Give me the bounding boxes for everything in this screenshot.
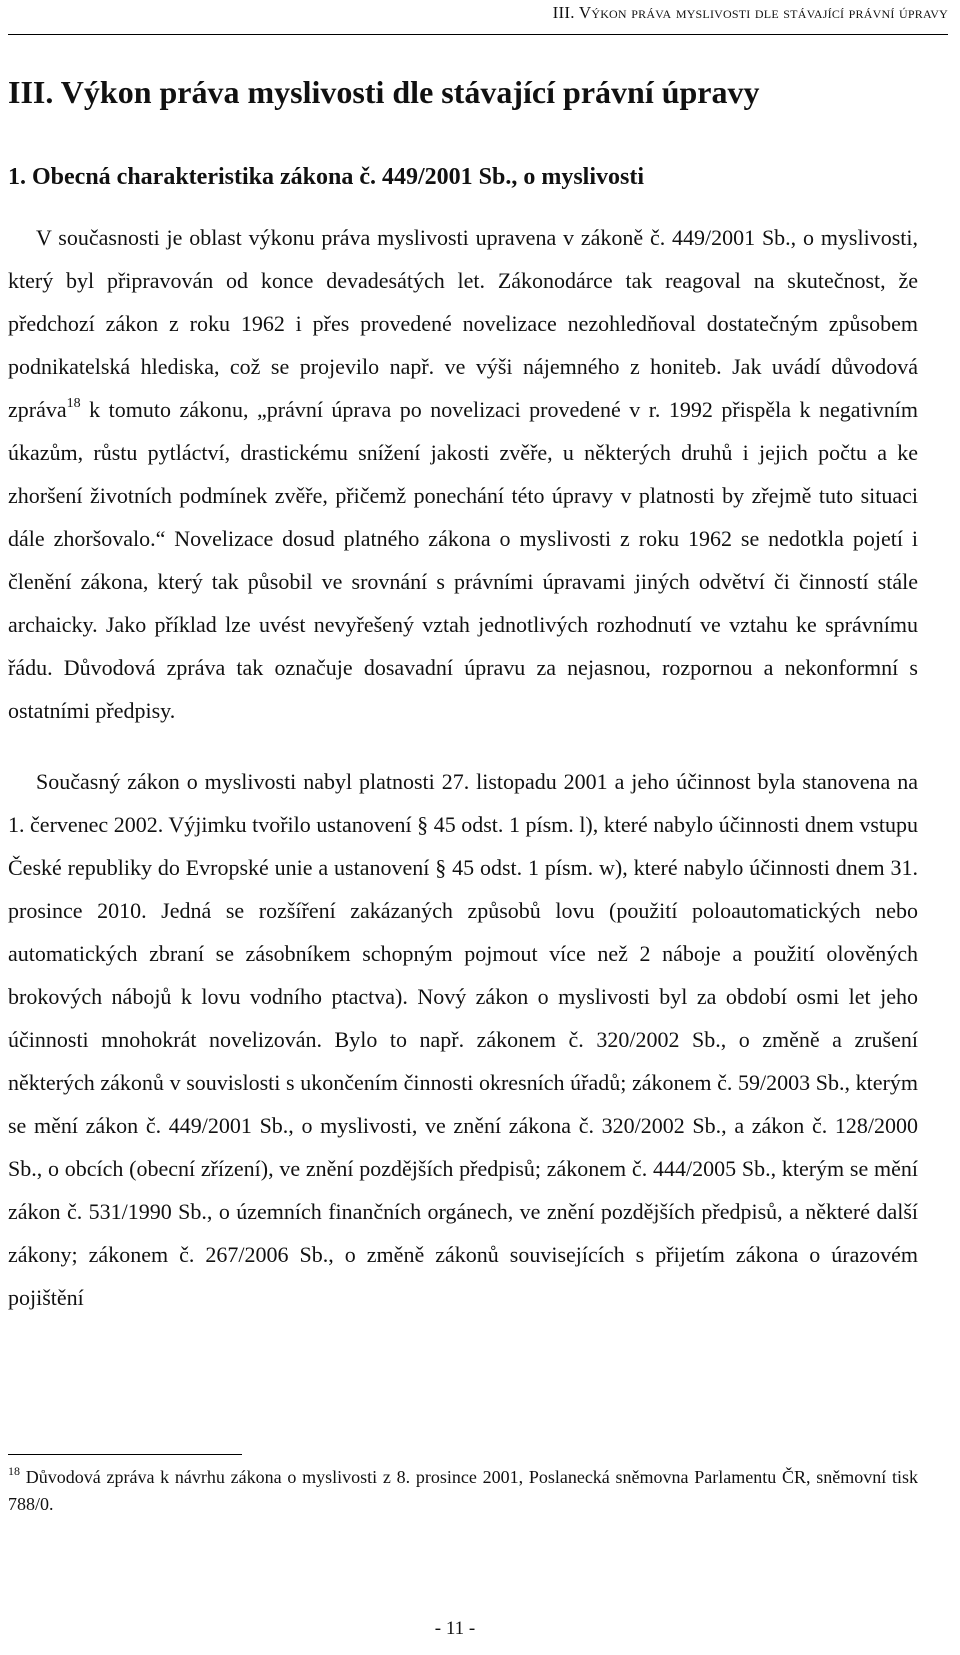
paragraph-1-text-a: V současnosti je oblast výkonu práva myslivosti upravena v zákoně č. 449/2001 Sb., o myslivosti, který byl připravován od konce devadesátých let. Zákonodárce tak reagoval na skutečnost, že předchozí zákon z roku 1962 i přes provedené novelizace nezohledňoval dostatečným způsobem podnikatelská hlediska, což se projevilo např. ve výši nájemného z honiteb. Jak uvádí důvodová zpráva	[8, 225, 918, 422]
page-number: - 11 -	[434, 1618, 476, 1639]
paragraph-2-text: Současný zákon o myslivosti nabyl platnosti 27. listopadu 2001 a jeho účinnost byla stanovena na 1. červenec 2002. Výjimku tvořilo ustanovení § 45 odst. 1 písm. l), které nabylo účinnosti dnem vstupu České republiky do Evropské unie a ustanovení § 45 odst. 1 písm. w), které nabylo účinnosti dnem 31. prosince 2010. Jedná se rozšíření zakázaných způsobů lovu (použití poloautomatických nebo automatických zbraní se zásobníkem schopným pojmout více než 2 náboje a použití olověných brokových nábojů k lovu vodního ptactva). Nový zákon o myslivosti byl za období osmi let jeho účinnosti mnohokrát novelizován. Bylo to např. zákonem č. 320/2002 Sb., o změně a zrušení některých zákonů v souvislosti s ukončením činnosti okresních úřadů; zákonem č. 59/2003 Sb., kterým se mění zákon č. 449/2001 Sb., o myslivosti, ve znění zákona č. 320/2002 Sb., a zákon č. 128/2000 Sb., o obcích (obecní zřízení), ve znění pozdějších předpisů; zákonem č. 444/2005 Sb., kterým se mění zákon č. 531/1990 Sb., o územních finančních orgánech, ve znění pozdějších předpisů, a některé další zákony; zákonem č. 267/2006 Sb., o změně zákonů souvisejících s přijetím zákona o úrazovém pojištění	[8, 769, 918, 1310]
paragraph-1	[8, 216, 918, 732]
page-content	[8, 72, 918, 1319]
section-title: 1. Obecná charakteristika zákona č. 449/2001 Sb., o myslivosti	[8, 164, 645, 190]
footnote-separator	[8, 1454, 242, 1455]
paragraph-1-text-b: k tomuto zákonu, „právní úprava po novelizaci provedené v r. 1992 přispěla k negativním úkazům, růstu pytláctví, drastickému snížení jakosti zvěře, u některých druhů i jejich počtu a ke zhoršení životních podmínek zvěře, přičemž ponechání této úpravy v platnosti by zřejmě tuto situaci dále zhoršovalo.“ Novelizace dosud platného zákona o myslivosti z roku 1962 se nedotkla pojetí i členění zákona, který tak působil ve srovnání s právními úpravami jiných odvětví či činností stále archaicky. Jako příklad lze uvést nevyřešený vztah jednotlivých rozhodnutí ve vztahu ke správnímu řádu. Důvodová zpráva tak označuje dosavadní úpravu za nejasnou, rozpornou a nekonformní s ostatními předpisy.	[8, 397, 918, 723]
paragraph-2	[8, 760, 918, 1319]
footnote	[8, 1464, 918, 1518]
footnote-mark: 18	[8, 1464, 20, 1478]
footnote-text: Důvodová zpráva k návrhu zákona o myslivosti z 8. prosince 2001, Poslanecká sněmovna Parlamentu ČR, sněmovní tisk 788/0.	[8, 1467, 918, 1514]
running-header: III. Výkon práva myslivosti dle stávající právní úpravy	[8, 0, 948, 35]
chapter-title: III. Výkon práva myslivosti dle stávající právní úpravy	[8, 74, 760, 110]
footnote-reference[interactable]: 18	[66, 396, 81, 411]
